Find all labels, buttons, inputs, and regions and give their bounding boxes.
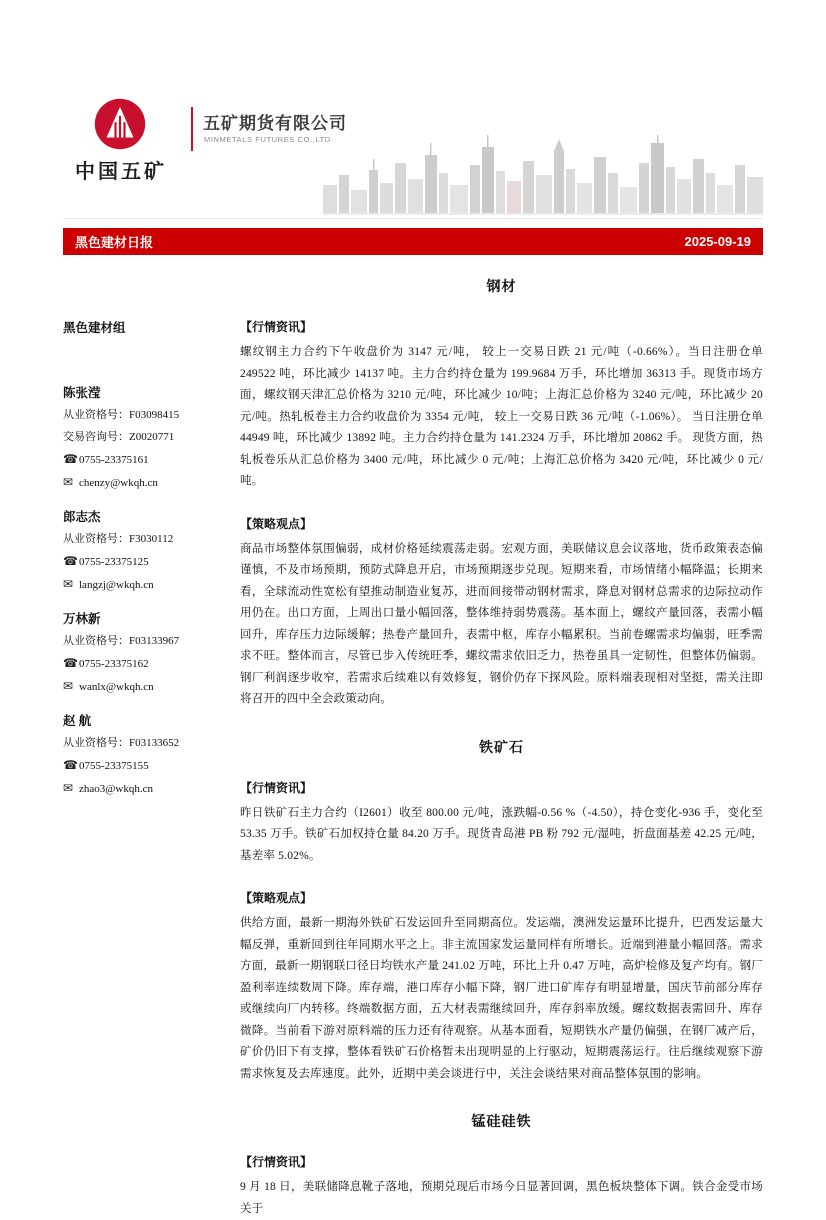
block-label-market-info: 【行情资讯】 — [240, 320, 313, 334]
section-block — [240, 515, 763, 711]
report-date: 2025-09-19 — [684, 234, 751, 249]
analyst-email: wanlx@wkqh.cn — [79, 681, 154, 693]
minmetals-logo-icon — [93, 97, 147, 151]
section-title-ferroalloy: 锰硅硅铁 — [471, 1115, 532, 1130]
section-block — [240, 318, 763, 493]
report-header — [63, 95, 763, 217]
email-icon: ✉ — [63, 781, 74, 795]
phone-icon: ☎ — [63, 452, 78, 466]
analyst-phone-line — [63, 754, 235, 777]
analyst-card — [63, 382, 235, 494]
section-title-iron-ore: 铁矿石 — [479, 740, 524, 756]
analyst-cert: 从业资格号：F03098415 — [63, 409, 180, 421]
analyst-phone: 0755-23375162 — [79, 658, 149, 670]
block-text: 昨日铁矿石主力合约（I2601）收至 800.00 元/吨，涨跌幅-0.56 %（-4.50），持仓变化-936 手，变化至 53.35 万手。铁矿石加权持仓量 84.20 万手。现货青岛港 PB 粉 792 元/湿吨，折盘面基差 42.25 元/吨，基差率 5.02%。 — [240, 806, 763, 862]
block-text: 商品市场整体氛围偏弱，成材价格延续震荡走弱。宏观方面，美联储议息会议落地，货币政策表态偏谨慎，不及市场预期，预防式降息开启，市场预期逐步兑现。短期来看，市场情绪小幅降温；长期来看，全球流动性宽松有望推动制造业复苏，进而间接带动钢材需求，降息对钢材总需求的边际拉动作用仍在。出口方面，上周出口量小幅回落，整体维持弱势震荡。基本面上，螺纹产量回落，表需小幅回升，库存压力边际缓解；热卷产量回升，表需中枢，库存小幅累积。当前卷螺需求均偏弱，旺季需求不旺。整体而言，尽管已步入传统旺季，螺纹需求依旧乏力，热卷虽具一定韧性，但整体仍偏弱。钢厂利润逐步收窄，若需求后续难以有效修复，钢价仍存下探风险。原料端表现相对坚挺，需关注即将召开的四中全会政策动向。 — [240, 542, 763, 705]
city-skyline-image — [323, 135, 763, 215]
block-text: 螺纹钢主力合约下午收盘价为 3147 元/吨， 较上一交易日跌 21 元/吨（-0.66%）。当日注册仓单 249522 吨，环比减少 14137 吨。主力合约持仓量为 199.9684 万手，环比增加 36313 手。现货市场方面，螺纹钢天津汇总价格为 3210 元/吨，环比减少 10/吨；上海汇总价格为 3240 元/吨，环比减少 20 元/吨。热轧板卷主力合约收盘价为 3354 元/吨， 较上一交易日跌 36 元/吨（-1.06%）。 当日注册仓单 44949 吨，环比减少 13892 吨。主力合约持仓量为 141.2324 万手，环比增加 20862 手。 现货方面，热轧板卷乐从汇总价格为 3400 元/吨，环比减少 0 元/吨；上海汇总价格为 3420 元/吨，环比减少 0 元/吨。 — [240, 346, 763, 487]
section-title-steel: 钢材 — [486, 280, 517, 295]
company-name-en: MINMETALS FUTURES CO.,LTD — [204, 135, 331, 144]
section-block — [240, 889, 763, 1085]
analyst-cert: 从业资格号：F3030112 — [63, 533, 174, 545]
email-icon: ✉ — [63, 475, 74, 489]
section-block — [240, 1153, 763, 1220]
analyst-phone-line — [63, 448, 235, 471]
company-name-cn: 五矿期货有限公司 — [203, 114, 347, 133]
email-icon: ✉ — [63, 577, 74, 591]
logo-text: 中国五矿 — [75, 161, 167, 183]
analyst-email-line — [63, 777, 235, 800]
title-banner — [63, 228, 763, 255]
analyst-email-line — [63, 675, 235, 698]
analyst-advisory: 交易咨询号：Z0020771 — [63, 431, 175, 443]
analyst-name: 陈张滢 — [63, 386, 101, 400]
group-name: 黑色建材组 — [63, 321, 126, 335]
block-text: 供给方面，最新一期海外铁矿石发运回升至同期高位。发运端，澳洲发运量环比提升，巴西发运量大幅反弹，重新回到往年同期水平之上。非主流国家发运量同样有所增长。近端到港量小幅回落。需求方面，最新一期钢联口径日均铁水产量 241.02 万吨，环比上升 0.47 万吨，高炉检修及复产均有。钢厂盈利率连续数周下降。库存端，港口库存小幅下降，钢厂进口矿库存有明显增量，国庆节前部分库存或继续向厂内转移。终端数据方面，五大材表需继续回升，库存斜率放缓。螺纹数据表需回升、库存微降。当前看下游对原料端的压力还有待观察。从基本面看，短期铁水产量仍偏强，在钢厂减产后，矿价仍旧下有支撑，整体看铁矿石价格暂未出现明显的上行驱动，短期震荡运行。往后继续观察下游需求恢复及去库速度。此外，近期中美会谈进行中，关注会谈结果对商品整体氛围的影响。 — [240, 917, 763, 1080]
analyst-cert: 从业资格号：F03133652 — [63, 737, 180, 749]
analyst-sidebar — [63, 268, 235, 800]
phone-icon: ☎ — [63, 656, 78, 670]
analyst-name: 郎志杰 — [63, 510, 101, 524]
analyst-phone: 0755-23375155 — [79, 760, 149, 772]
analyst-email: chenzy@wkqh.cn — [79, 477, 158, 489]
analyst-email: langzj@wkqh.cn — [79, 579, 154, 591]
section-block — [240, 779, 763, 868]
email-icon: ✉ — [63, 679, 74, 693]
analyst-email-line — [63, 471, 235, 494]
block-label-market-info: 【行情资讯】 — [240, 780, 313, 795]
report-body — [240, 268, 763, 1220]
analyst-card — [63, 608, 235, 698]
phone-icon: ☎ — [63, 758, 78, 772]
block-label-strategy: 【策略观点】 — [240, 516, 313, 531]
analyst-card — [63, 710, 235, 800]
phone-icon: ☎ — [63, 554, 78, 568]
block-label-market-info: 【行情资讯】 — [240, 1155, 313, 1169]
analyst-phone-line — [63, 550, 235, 573]
analyst-email-line — [63, 573, 235, 596]
analyst-cert: 从业资格号：F03133967 — [63, 635, 180, 647]
block-text: 9 月 18 日，美联储降息靴子落地，预期兑现后市场今日显著回调，黑色板块整体下调。铁合金受市场关于 — [240, 1181, 763, 1215]
analyst-phone: 0755-23375161 — [79, 454, 149, 466]
analyst-card — [63, 506, 235, 596]
analyst-phone: 0755-23375125 — [79, 556, 149, 568]
report-title: 黑色建材日报 — [75, 235, 154, 250]
block-label-strategy: 【策略观点】 — [240, 891, 313, 905]
analyst-phone-line — [63, 652, 235, 675]
analyst-name: 万林新 — [63, 612, 101, 626]
analyst-name: 赵 航 — [63, 714, 92, 728]
header-rule — [63, 218, 763, 219]
header-divider — [191, 107, 193, 151]
analyst-email: zhao3@wkqh.cn — [79, 783, 153, 795]
